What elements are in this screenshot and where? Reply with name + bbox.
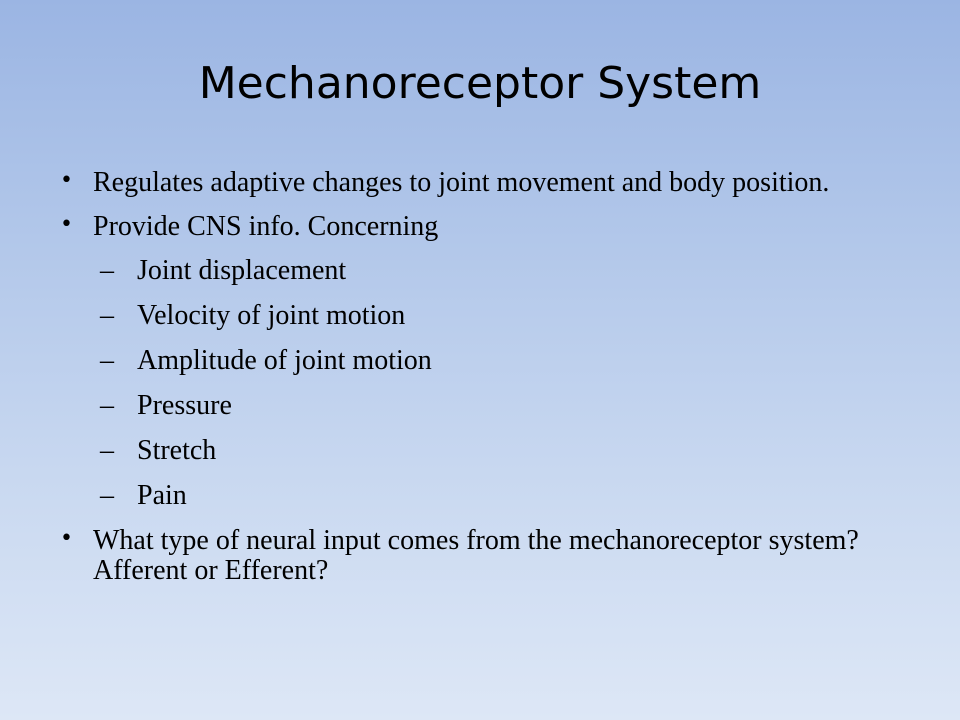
bullet-item — [60, 168, 880, 198]
bullet-text: Regulates adaptive changes to joint movement and body position. — [93, 167, 830, 198]
sub-bullet-item — [60, 481, 880, 511]
dash-icon: – — [100, 390, 114, 421]
dash-icon: – — [100, 255, 114, 286]
sub-bullet-text: Pressure — [137, 390, 232, 421]
dash-icon: – — [100, 435, 114, 466]
bullet-text: What type of neural input comes from the mechanoreceptor system? Afferent or Efferent? — [93, 525, 859, 586]
slide-title: Mechanoreceptor System — [198, 58, 762, 109]
sub-bullet-item — [60, 301, 880, 331]
sub-bullet-item — [60, 436, 880, 466]
dash-icon: – — [100, 480, 114, 511]
sub-bullet-text: Velocity of joint motion — [137, 300, 406, 331]
sub-bullet-text: Joint displacement — [137, 255, 347, 286]
sub-bullet-text: Amplitude of joint motion — [137, 345, 432, 376]
bullet-icon: • — [60, 168, 73, 193]
sub-bullet-item — [60, 256, 880, 286]
sub-bullet-text: Pain — [137, 480, 187, 511]
bullet-item — [60, 526, 880, 586]
sub-bullet-item — [60, 346, 880, 376]
bullet-icon: • — [60, 212, 73, 237]
sub-bullet-item — [60, 391, 880, 421]
dash-icon: – — [100, 300, 114, 331]
bullet-text: Provide CNS info. Concerning — [93, 211, 439, 242]
sub-bullet-text: Stretch — [137, 435, 217, 466]
dash-icon: – — [100, 345, 114, 376]
bullet-item — [60, 212, 880, 242]
bullet-icon: • — [60, 526, 73, 551]
slide-body — [60, 168, 880, 600]
